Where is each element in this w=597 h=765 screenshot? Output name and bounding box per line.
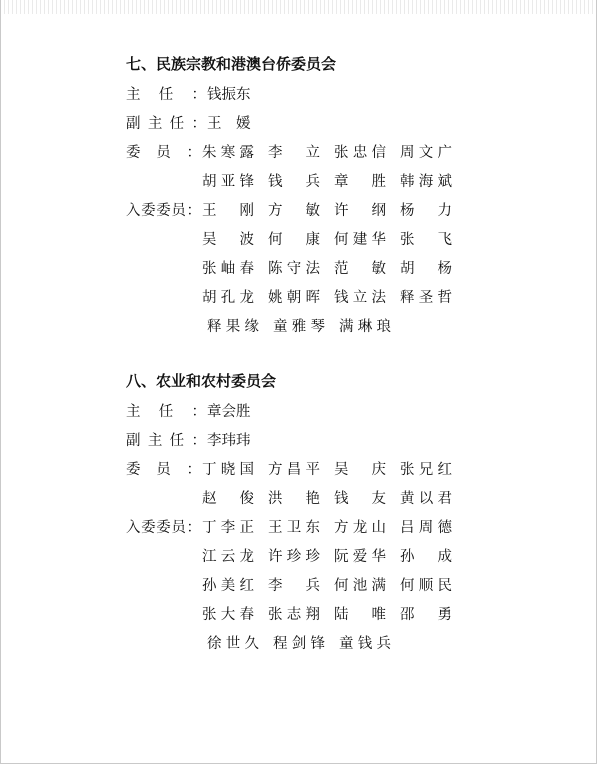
member-name: 满 琳 琅 [339,319,391,335]
member-name: 何 顺 民 [400,578,452,594]
member-row [126,168,466,197]
role-label: 主 任 ： [126,87,206,103]
member-name: 王 媛 [207,116,251,132]
member-row [126,197,466,226]
member-name: 杨 力 [400,203,452,219]
role-label [126,543,202,572]
member-list [126,398,466,659]
member-name: 张 兄 红 [400,462,452,478]
role-label [126,168,202,197]
member-row [126,81,466,110]
member-name: 王 刚 [202,203,254,219]
member-name: 钱振东 [207,87,251,103]
member-name: 李 立 [268,145,320,161]
member-name: 丁 李 正 [202,520,254,536]
member-name: 许 纲 [334,203,386,219]
member-name: 吴 庆 [334,462,386,478]
member-name: 许 珍 珍 [268,549,320,565]
role-label: 副 主 任 ： [126,433,206,449]
member-name: 张 岫 春 [202,261,254,277]
member-name: 范 敏 [334,261,386,277]
role-label [126,601,202,630]
member-name: 释 圣 哲 [400,290,452,306]
member-names [207,630,405,659]
member-names [207,110,287,139]
member-list [126,81,466,342]
role-label: 副 主 任 ： [126,116,206,132]
member-name: 黄 以 君 [400,491,452,507]
committee-section-agriculture [126,368,466,659]
section-title: 七、民族宗教和港澳台侨委员会 [126,55,337,73]
member-row [126,543,466,572]
member-name: 丁 晓 国 [202,462,254,478]
role-label [126,313,207,342]
member-names [207,313,405,342]
role-label [126,572,202,601]
role-label [126,630,207,659]
member-names [202,284,466,313]
member-names [202,485,466,514]
member-names [202,139,466,168]
member-name: 李 兵 [268,578,320,594]
role-label [126,226,202,255]
member-row [126,630,466,659]
member-name: 江 云 龙 [202,549,254,565]
member-name: 方 龙 山 [334,520,386,536]
member-name: 钱 兵 [268,174,320,190]
member-row [126,456,466,485]
member-name: 张 大 春 [202,607,254,623]
member-row [126,284,466,313]
member-name: 胡 孔 龙 [202,290,254,306]
member-names [202,456,466,485]
member-row [126,226,466,255]
role-label: 委 员 ： [126,462,201,478]
section-title: 八、农业和农村委员会 [126,372,277,390]
member-row [126,485,466,514]
member-name: 释 果 缘 [207,319,259,335]
role-label: 主 任 ： [126,404,206,420]
role-label [126,284,202,313]
member-row [126,427,466,456]
member-name: 徐 世 久 [207,636,259,652]
member-name: 胡 杨 [400,261,452,277]
member-name: 邵 勇 [400,607,452,623]
role-label: 入 委 委 员 ： [126,520,201,536]
member-name: 钱 友 [334,491,386,507]
member-row [126,139,466,168]
member-name: 周 文 广 [400,145,452,161]
member-row [126,514,466,543]
member-names [202,168,466,197]
member-name: 程 剑 锋 [273,636,325,652]
member-name: 童 钱 兵 [339,636,391,652]
member-names [202,226,466,255]
member-name: 陈 守 法 [268,261,320,277]
member-row [126,601,466,630]
member-name: 方 昌 平 [268,462,320,478]
member-row [126,110,466,139]
committee-section-ethnic-religious [126,51,466,342]
member-name: 孙 成 [400,549,452,565]
role-label [126,255,202,284]
member-name: 阮 爱 华 [334,549,386,565]
member-row [126,255,466,284]
member-name: 何 池 满 [334,578,386,594]
member-name: 何 康 [268,232,320,248]
member-name: 朱 寒 露 [202,145,254,161]
member-name: 洪 艳 [268,491,320,507]
member-name: 张 飞 [400,232,452,248]
member-name: 张 志 翔 [268,607,320,623]
member-name: 章会胜 [207,404,251,420]
member-names [202,572,466,601]
member-name: 李玮玮 [207,433,251,449]
member-name: 方 敏 [268,203,320,219]
member-name: 张 忠 信 [334,145,386,161]
role-label: 委 员 ： [126,145,201,161]
member-name: 吴 波 [202,232,254,248]
member-name: 章 胜 [334,174,386,190]
member-names [202,601,466,630]
member-name: 何 建 华 [334,232,386,248]
member-names [202,197,466,226]
member-name: 赵 俊 [202,491,254,507]
member-name: 韩 海 斌 [400,174,452,190]
member-row [126,572,466,601]
member-name: 陆 唯 [334,607,386,623]
member-names [202,255,466,284]
member-name: 王 卫 东 [268,520,320,536]
member-name: 钱 立 法 [334,290,386,306]
member-names [207,427,287,456]
member-name: 孙 美 红 [202,578,254,594]
member-names [202,543,466,572]
member-name: 胡 亚 锋 [202,174,254,190]
member-row [126,398,466,427]
member-names [207,398,287,427]
member-name: 姚 朝 晖 [268,290,320,306]
member-names [202,514,466,543]
member-names [207,81,287,110]
member-row [126,313,466,342]
member-name: 童 雅 琴 [273,319,325,335]
role-label: 入 委 委 员 ： [126,203,201,219]
role-label [126,485,202,514]
member-name: 吕 周 德 [400,520,452,536]
